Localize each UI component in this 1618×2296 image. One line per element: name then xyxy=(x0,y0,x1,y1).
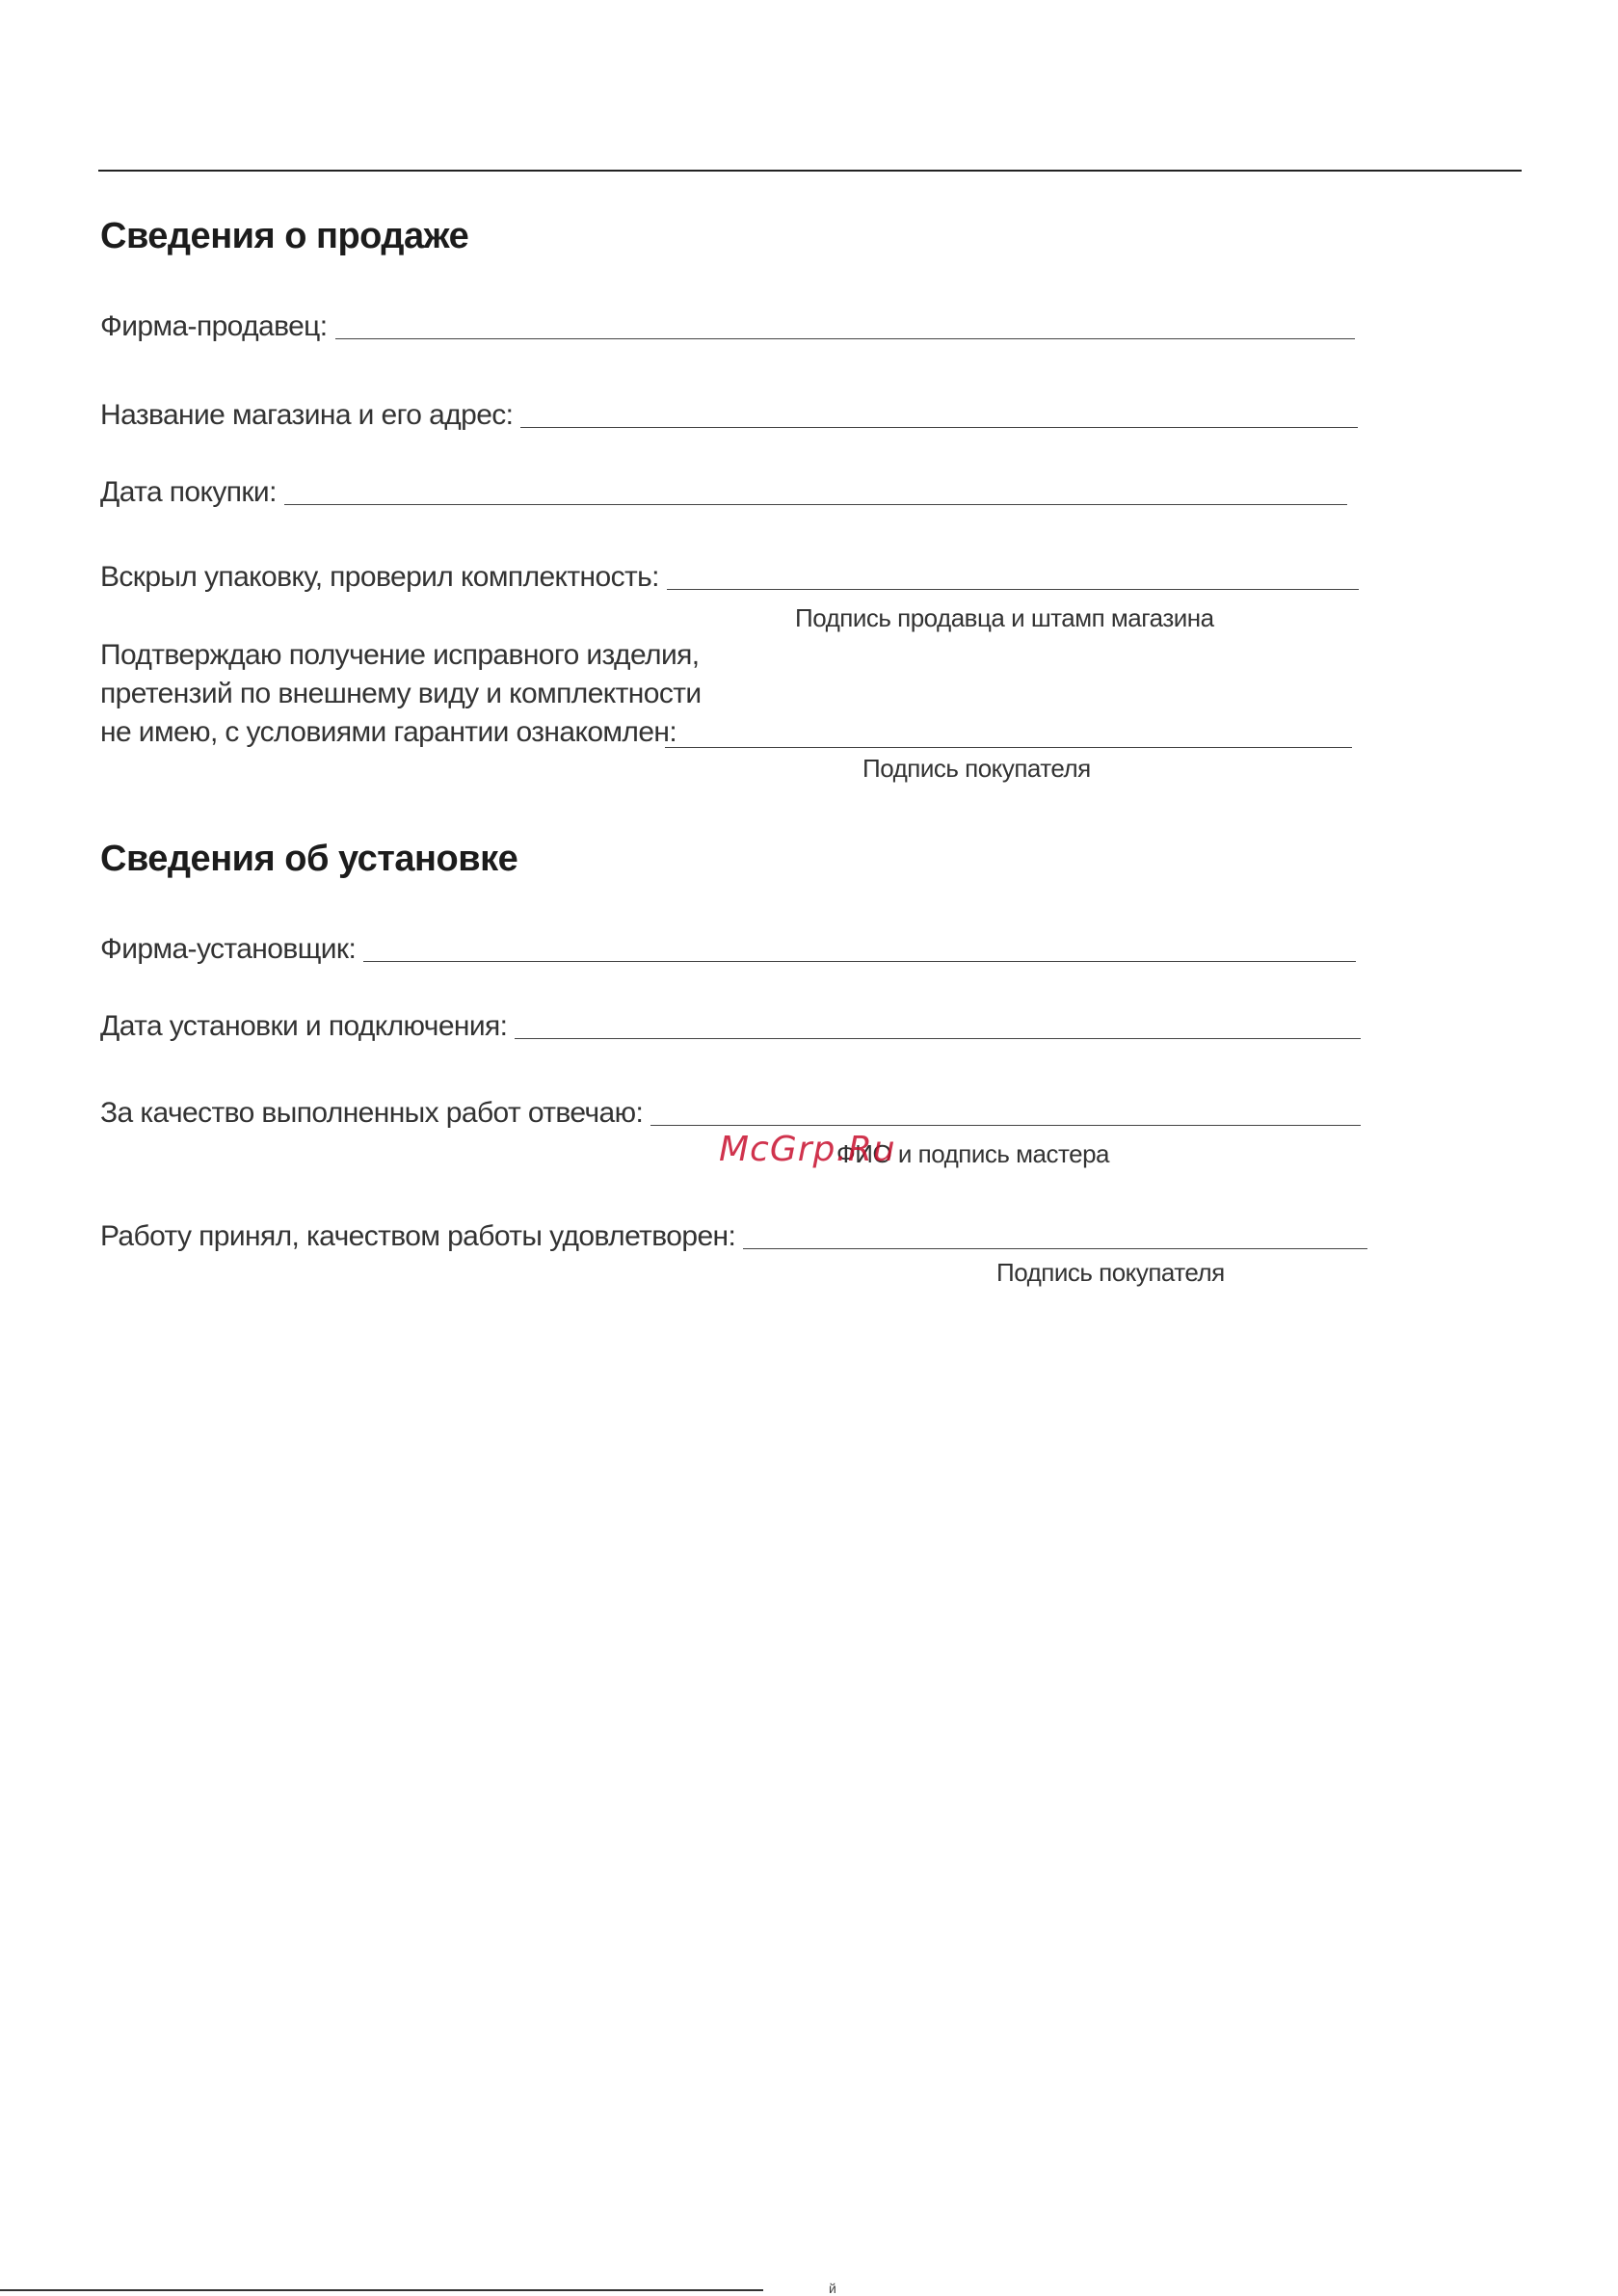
installer-input-line[interactable] xyxy=(363,961,1356,962)
opened-label: Вскрыл упаковку, проверил комплектность: xyxy=(100,561,659,593)
store-input-line[interactable] xyxy=(520,427,1358,428)
purchase-date-input-line[interactable] xyxy=(284,504,1347,505)
installer-label: Фирма-установщик: xyxy=(100,933,357,965)
accepted-signature-line[interactable] xyxy=(743,1248,1367,1249)
mcgrp-watermark: McGrp.Ru xyxy=(719,1130,896,1169)
accepted-row xyxy=(100,1220,1367,1253)
accepted-signature-hint: Подпись покупателя xyxy=(996,1258,1225,1287)
accepted-label: Работу принял, качеством работы удовлетворен: xyxy=(100,1220,736,1252)
purchase-date-label: Дата покупки: xyxy=(100,476,277,508)
store-field-row xyxy=(100,399,1358,432)
bottom-mark: й xyxy=(829,2281,836,2296)
top-divider xyxy=(98,170,1522,172)
installer-field-row xyxy=(100,933,1356,966)
bottom-divider xyxy=(0,2289,763,2291)
install-section-title: Сведения об установке xyxy=(100,839,518,879)
install-date-label: Дата установки и подключения: xyxy=(100,1010,508,1042)
purchase-date-row xyxy=(100,476,1347,509)
quality-label: За качество выполненных работ отвечаю: xyxy=(100,1097,644,1129)
install-date-row xyxy=(100,1010,1361,1043)
confirm-line-3: не имею, с условиями гарантии ознакомлен: xyxy=(100,716,677,748)
install-date-input-line[interactable] xyxy=(515,1038,1361,1039)
seller-signature-line[interactable] xyxy=(667,589,1359,590)
master-signature-line[interactable] xyxy=(650,1125,1361,1126)
quality-row xyxy=(100,1097,1361,1130)
master-signature-hint: ФИО и подпись мастера xyxy=(836,1139,1109,1168)
confirm-text xyxy=(100,636,702,752)
confirm-line-1: Подтверждаю получение исправного изделия, xyxy=(100,639,700,671)
seller-field-row xyxy=(100,310,1355,343)
store-label: Название магазина и его адрес: xyxy=(100,399,514,431)
buyer-signature-hint: Подпись покупателя xyxy=(862,754,1091,783)
opened-row xyxy=(100,561,1359,594)
confirm-line-2: претензий по внешнему виду и комплектности xyxy=(100,678,702,709)
seller-signature-hint: Подпись продавца и штамп магазина xyxy=(795,603,1214,632)
seller-label: Фирма-продавец: xyxy=(100,310,328,342)
seller-input-line[interactable] xyxy=(335,338,1355,339)
sale-section-title: Сведения о продаже xyxy=(100,216,469,256)
buyer-signature-line[interactable] xyxy=(665,747,1352,748)
